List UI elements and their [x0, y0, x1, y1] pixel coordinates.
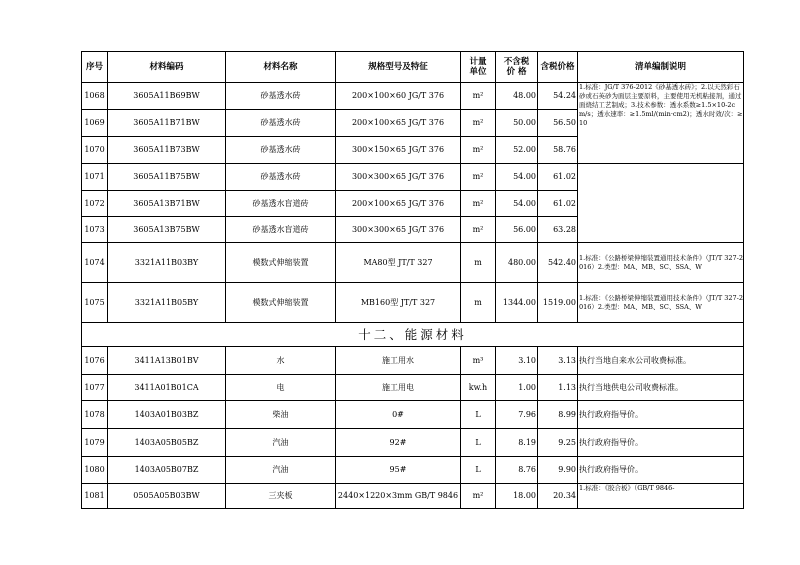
cell-spec: MA80型 JT/T 327 — [336, 243, 461, 283]
cell-unit: m² — [461, 164, 496, 191]
cell-spec: 施工用电 — [336, 375, 461, 401]
cell-note: 执行当地自来水公司收费标准。 — [578, 347, 744, 375]
cell-spec: 300×150×65 JG/T 376 — [336, 137, 461, 164]
table-row — [82, 429, 744, 457]
cell-unit: kw.h — [461, 375, 496, 401]
cell-tax-price: 63.28 — [538, 217, 578, 243]
cell-code: 3605A11B75BW — [108, 164, 226, 191]
cell-no: 1080 — [82, 457, 108, 484]
cell-unit: m³ — [461, 347, 496, 375]
table-row — [82, 375, 744, 401]
cell-spec: 0# — [336, 401, 461, 429]
section-title: 十二、能源材料 — [82, 323, 744, 347]
cell-note: 1.标准：JG/T 376-2012《砂基透水砖》；2.以天然彩石砂或石英砂为面层主要原料，主要使用无机粘接剂，通过面烧结工艺制成；3.技术参数：透水系数≥1.5×10-2cm/s；透水速率：≥1.5ml/(min·cm2)；透水时效/次：≥10 — [578, 83, 744, 164]
cell-tax-price: 9.25 — [538, 429, 578, 457]
cell-code: 1403A05B05BZ — [108, 429, 226, 457]
cell-price: 50.00 — [496, 110, 538, 137]
cell-no: 1076 — [82, 347, 108, 375]
cell-spec: 300×300×65 JG/T 376 — [336, 164, 461, 191]
cell-spec: 2440×1220×3mm GB/T 9846 — [336, 484, 461, 509]
cell-code: 1403A01B03BZ — [108, 401, 226, 429]
cell-name: 水 — [226, 347, 336, 375]
cell-name: 砂基透水砖 — [226, 110, 336, 137]
cell-unit: m² — [461, 217, 496, 243]
cell-code: 3321A11B05BY — [108, 283, 226, 323]
table-row — [82, 283, 744, 323]
header-unit-line2: 单位 — [469, 67, 487, 77]
cell-name: 汽油 — [226, 457, 336, 484]
cell-no: 1075 — [82, 283, 108, 323]
cell-price: 52.00 — [496, 137, 538, 164]
cell-price: 480.00 — [496, 243, 538, 283]
cell-code: 3605A11B73BW — [108, 137, 226, 164]
cell-code: 3411A13B01BV — [108, 347, 226, 375]
cell-price: 8.76 — [496, 457, 538, 484]
cell-price: 8.19 — [496, 429, 538, 457]
cell-unit: m² — [461, 110, 496, 137]
cell-tax-price: 20.34 — [538, 484, 578, 509]
cell-spec: 300×300×65 JG/T 376 — [336, 217, 461, 243]
cell-spec: 92# — [336, 429, 461, 457]
cell-tax-price: 61.02 — [538, 191, 578, 217]
cell-tax-price: 58.76 — [538, 137, 578, 164]
cell-tax-price: 9.90 — [538, 457, 578, 484]
cell-note: 执行政府指导价。 — [578, 401, 744, 429]
cell-spec: 施工用水 — [336, 347, 461, 375]
cell-note-empty — [578, 164, 744, 243]
cell-unit: m² — [461, 484, 496, 509]
header-tax-price: 含税价格 — [538, 52, 578, 83]
cell-no: 1072 — [82, 191, 108, 217]
cell-unit: m² — [461, 83, 496, 110]
cell-code: 3605A11B69BW — [108, 83, 226, 110]
cell-name: 模数式伸缩装置 — [226, 243, 336, 283]
table-row — [82, 401, 744, 429]
cell-code: 1403A05B07BZ — [108, 457, 226, 484]
cell-name: 三夹板 — [226, 484, 336, 509]
cell-name: 砂基透水盲道砖 — [226, 217, 336, 243]
section-row — [82, 323, 744, 347]
table-row — [82, 164, 744, 191]
cell-name: 砂基透水砖 — [226, 164, 336, 191]
cell-tax-price: 542.40 — [538, 243, 578, 283]
cell-no: 1069 — [82, 110, 108, 137]
header-spec: 规格型号及特征 — [336, 52, 461, 83]
cell-no: 1068 — [82, 83, 108, 110]
cell-unit: m² — [461, 191, 496, 217]
cell-price: 1344.00 — [496, 283, 538, 323]
cell-no: 1077 — [82, 375, 108, 401]
cell-note: 执行政府指导价。 — [578, 429, 744, 457]
price-list-table — [81, 51, 744, 509]
cell-price: 3.10 — [496, 347, 538, 375]
cell-note: 执行当地供电公司收费标准。 — [578, 375, 744, 401]
cell-price: 1.00 — [496, 375, 538, 401]
cell-unit: m — [461, 243, 496, 283]
cell-tax-price: 3.13 — [538, 347, 578, 375]
header-unit — [461, 52, 496, 83]
cell-code: 3605A11B71BW — [108, 110, 226, 137]
cell-tax-price: 54.24 — [538, 83, 578, 110]
cell-code: 3411A01B01CA — [108, 375, 226, 401]
cell-name: 砂基透水砖 — [226, 83, 336, 110]
cell-name: 电 — [226, 375, 336, 401]
cell-code: 3605A13B75BW — [108, 217, 226, 243]
cell-no: 1079 — [82, 429, 108, 457]
cell-unit: m — [461, 283, 496, 323]
cell-price: 54.00 — [496, 164, 538, 191]
header-price — [496, 52, 538, 83]
cell-tax-price: 8.99 — [538, 401, 578, 429]
cell-unit: m² — [461, 137, 496, 164]
cell-tax-price: 1.13 — [538, 375, 578, 401]
cell-price: 48.00 — [496, 83, 538, 110]
cell-spec: 200×100×65 JG/T 376 — [336, 110, 461, 137]
cell-code: 3321A11B03BY — [108, 243, 226, 283]
header-note: 清单编制说明 — [578, 52, 744, 83]
cell-name: 汽油 — [226, 429, 336, 457]
header-no: 序号 — [82, 52, 108, 83]
cell-spec: 200×100×60 JG/T 376 — [336, 83, 461, 110]
cell-name: 模数式伸缩装置 — [226, 283, 336, 323]
header-price-line1: 不含税 — [503, 57, 530, 67]
cell-unit: L — [461, 429, 496, 457]
table-row — [82, 83, 744, 110]
table-row — [82, 243, 744, 283]
cell-price: 7.96 — [496, 401, 538, 429]
cell-price: 56.00 — [496, 217, 538, 243]
cell-note: 1.标准：《公路桥梁伸缩装置通用技术条件》（JT/T 327-2016）2.类型：MA、MB、SC、SSA、W — [578, 243, 744, 283]
table-row — [82, 347, 744, 375]
header-name: 材料名称 — [226, 52, 336, 83]
cell-no: 1070 — [82, 137, 108, 164]
header-code: 材料编码 — [108, 52, 226, 83]
cell-tax-price: 56.50 — [538, 110, 578, 137]
cell-code: 0505A05B03BW — [108, 484, 226, 509]
cell-name: 柴油 — [226, 401, 336, 429]
header-row — [82, 52, 744, 83]
cell-code: 3605A13B71BW — [108, 191, 226, 217]
cell-note: 执行政府指导价。 — [578, 457, 744, 484]
cell-no: 1074 — [82, 243, 108, 283]
cell-no: 1071 — [82, 164, 108, 191]
cell-no: 1081 — [82, 484, 108, 509]
cell-name: 砂基透水砖 — [226, 137, 336, 164]
cell-unit: L — [461, 457, 496, 484]
cell-no: 1078 — [82, 401, 108, 429]
cell-tax-price: 61.02 — [538, 164, 578, 191]
table-row — [82, 484, 744, 509]
cell-price: 18.00 — [496, 484, 538, 509]
cell-name: 砂基透水盲道砖 — [226, 191, 336, 217]
cell-note: 1.标准：《公路桥梁伸缩装置通用技术条件》（JT/T 327-2016）2.类型：MA、MB、SC、SSA、W — [578, 283, 744, 323]
header-price-line2: 价 格 — [506, 67, 527, 77]
cell-unit: L — [461, 401, 496, 429]
cell-price: 54.00 — [496, 191, 538, 217]
cell-spec: MB160型 JT/T 327 — [336, 283, 461, 323]
cell-spec: 95# — [336, 457, 461, 484]
cell-spec: 200×100×65 JG/T 376 — [336, 191, 461, 217]
header-unit-line1: 计量 — [469, 57, 487, 67]
cell-tax-price: 1519.00 — [538, 283, 578, 323]
table-row — [82, 457, 744, 484]
cell-no: 1073 — [82, 217, 108, 243]
cell-note: 1.标准：《胶合板》（GB/T 9846- — [578, 484, 744, 509]
